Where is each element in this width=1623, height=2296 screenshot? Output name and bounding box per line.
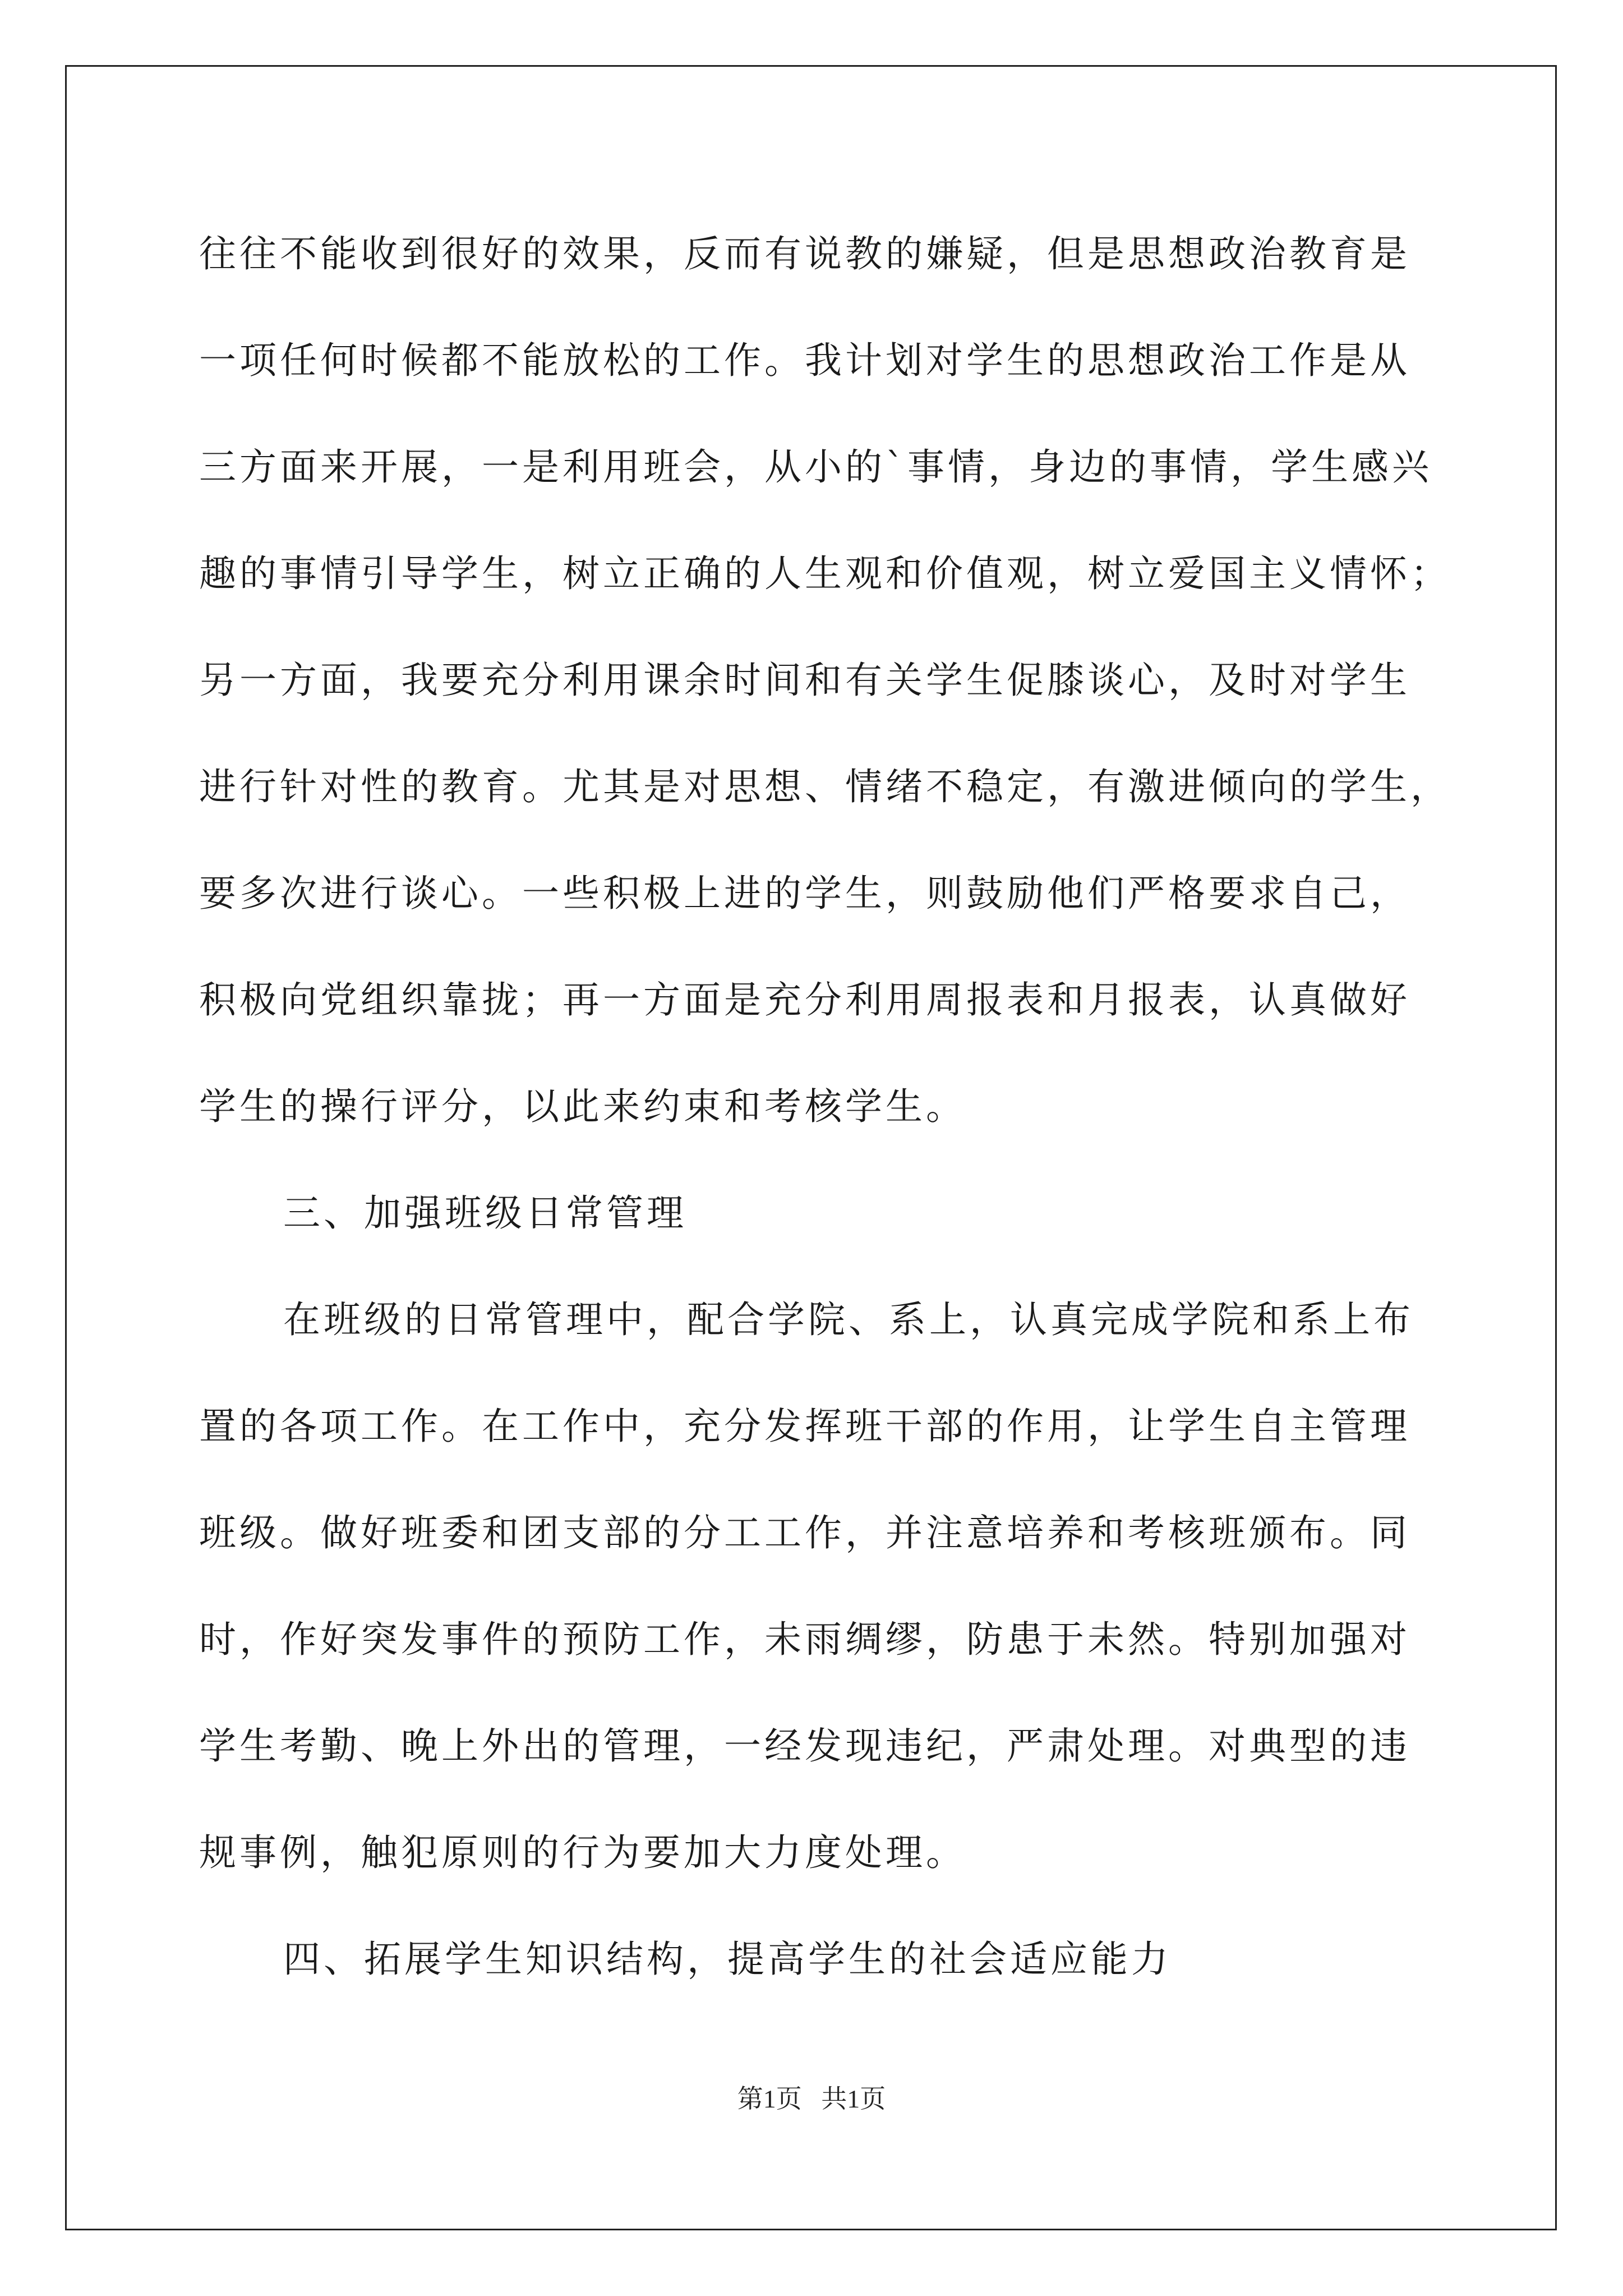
text-line: 时，作好突发事件的预防工作，未雨绸缪，防患于未然。特别加强对	[199, 1618, 1410, 1661]
section-heading: 三、加强班级日常管理	[283, 1191, 687, 1235]
text-line: 一项任何时候都不能放松的工作。我计划对学生的思想政治工作是从	[199, 339, 1410, 382]
text-line: 进行针对性的教育。尤其是对思想、情绪不稳定，有激进倾向的学生，	[199, 765, 1451, 808]
page-number-footer: 第1页 共1页	[737, 2085, 886, 2113]
text-line: 置的各项工作。在工作中，充分发挥班干部的作用，让学生自主管理	[199, 1405, 1410, 1448]
text-line: 要多次进行谈心。一些积极上进的学生，则鼓励他们严格要求自己，	[199, 872, 1410, 915]
document-body	[199, 218, 1451, 2030]
text-line: 积极向党组织靠拢；再一方面是充分利用周报表和月报表，认真做好	[199, 978, 1410, 1022]
text-line: 趣的事情引导学生，树立正确的人生观和价值观，树立爱国主义情怀；	[199, 552, 1451, 595]
text-line: 学生考勤、晚上外出的管理，一经发现违纪，严肃处理。对典型的违	[199, 1724, 1410, 1768]
text-line: 规事例，触犯原则的行为要加大力度处理。	[199, 1831, 966, 1874]
text-line: 学生的操行评分，以此来约束和考核学生。	[199, 1085, 966, 1128]
text-line: 另一方面，我要充分利用课余时间和有关学生促膝谈心，及时对学生	[199, 659, 1410, 702]
text-line: 班级。做好班委和团支部的分工工作，并注意培养和考核班颁布。同	[199, 1511, 1410, 1554]
text-line: 往往不能收到很好的效果，反而有说教的嫌疑，但是思想政治教育是	[199, 232, 1410, 275]
text-line: 在班级的日常管理中，配合学院、系上，认真完成学院和系上布	[283, 1298, 1414, 1341]
text-line: 三方面来开展，一是利用班会，从小的`事情，身边的事情，学生感兴	[199, 445, 1432, 489]
section-heading: 四、拓展学生知识结构，提高学生的社会适应能力	[283, 1938, 1172, 1981]
